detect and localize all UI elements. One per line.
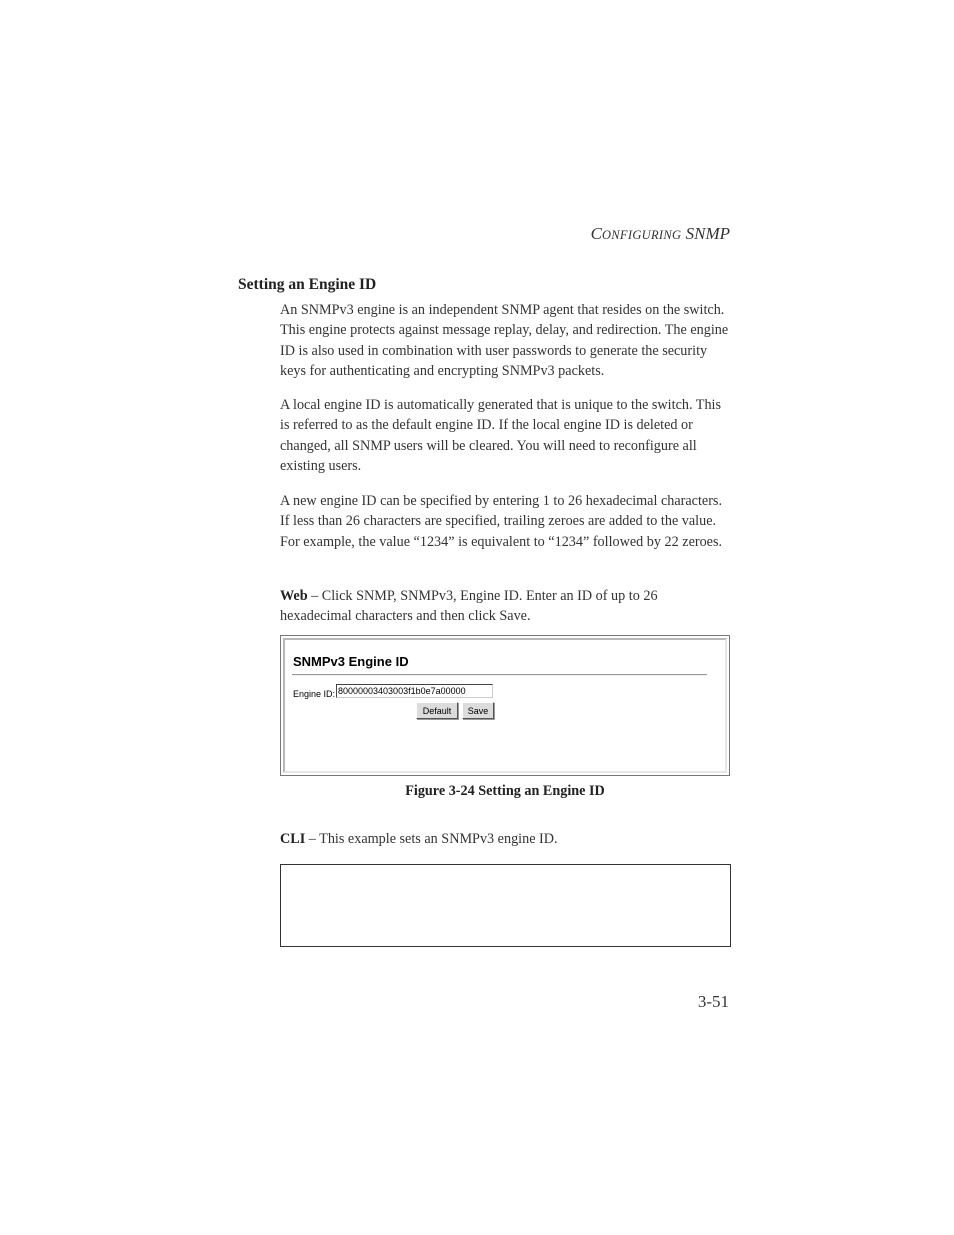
ui-divider <box>292 674 707 676</box>
running-head-smallcaps: ONFIGURING <box>601 228 682 242</box>
paragraph-new-engine-id: A new engine ID can be specified by entering 1 to 26 hexadecimal characters. If less than 26 characters are specified, trailing zeroes are added to the value. For example, the value “1234” is equivalent to “1234” followed by 22 zeroes. <box>280 493 723 550</box>
default-button[interactable]: Default <box>416 702 458 719</box>
section-title: Setting an Engine ID <box>238 276 377 293</box>
running-head-rest: SNMP <box>681 224 730 243</box>
paragraph-web-instructions <box>280 586 732 627</box>
paragraph-local-engine-id: A local engine ID is automatically generated that is unique to the switch. This is referred to as the default engine ID. If the local engine ID is deleted or changed, all SNMP users will be cleared. You will need to reconfigure all existing users. <box>280 397 722 474</box>
engine-id-input[interactable] <box>336 684 493 698</box>
page-number: 3-51 <box>697 992 729 1011</box>
cli-instructions-text: – This example sets an SNMPv3 engine ID. <box>305 831 558 847</box>
ui-panel <box>283 638 727 773</box>
figure-screenshot <box>280 635 730 776</box>
running-head-initial: C <box>590 224 602 243</box>
cli-example-box <box>280 864 731 947</box>
paragraph-engine-intro: An SNMPv3 engine is an independent SNMP agent that resides on the switch. This engine protects against message replay, delay, and redirection. The engine ID is also used in combination with user passwords to generate the security keys for authenticating and encrypting SNMPv3 packets. <box>280 302 729 379</box>
cli-label: CLI <box>280 831 306 847</box>
figure-caption: Figure 3-24 Setting an Engine ID <box>405 783 605 799</box>
web-instructions-text: – Click SNMP, SNMPv3, Engine ID. Enter an ID of up to 26 hexadecimal characters and then click Save. <box>280 588 658 625</box>
ui-panel-title: SNMPv3 Engine ID <box>293 654 409 669</box>
engine-id-label: Engine ID: <box>293 689 336 699</box>
save-button[interactable]: Save <box>462 702 494 719</box>
running-head <box>591 224 730 244</box>
paragraph-cli-instructions <box>280 829 732 849</box>
web-label: Web <box>280 588 308 604</box>
